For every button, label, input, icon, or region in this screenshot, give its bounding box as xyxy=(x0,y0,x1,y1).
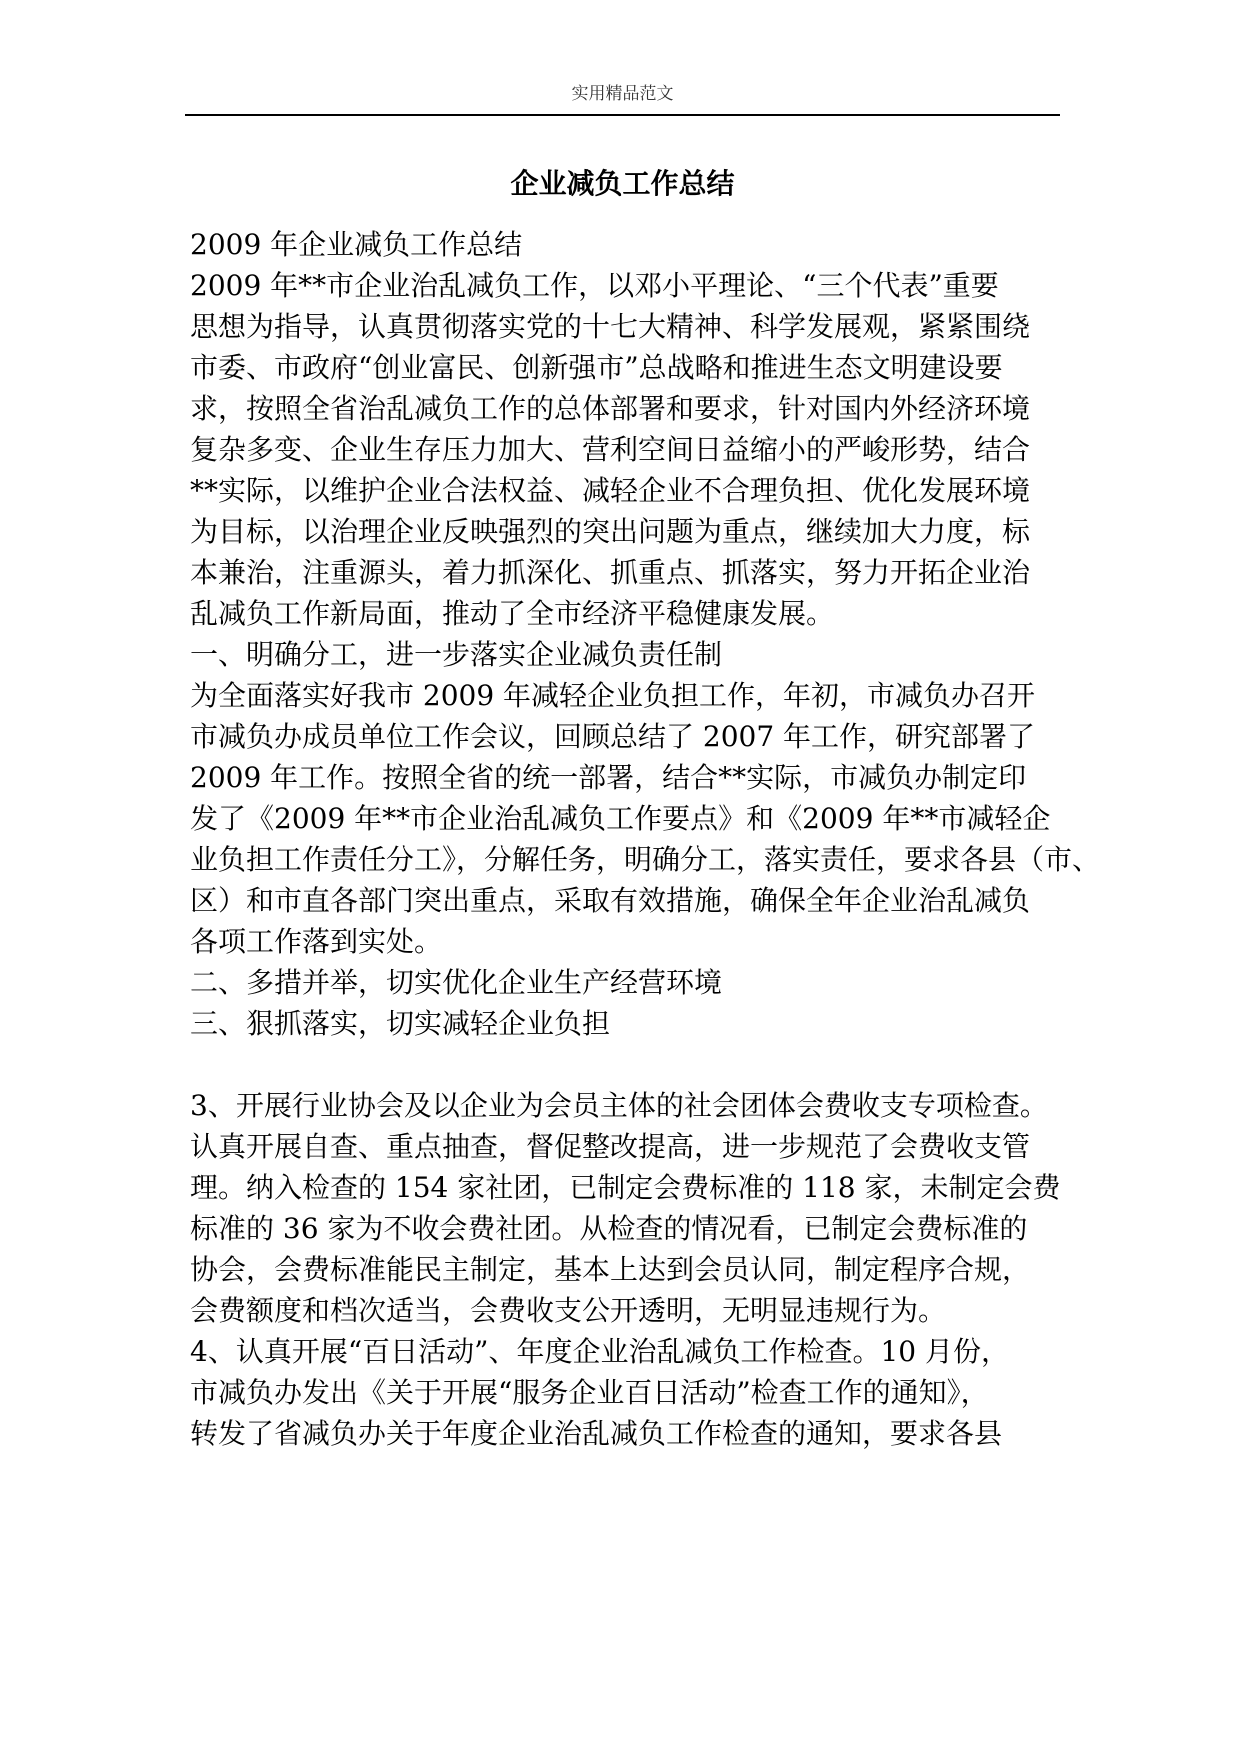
paragraph-gap xyxy=(190,1044,1070,1085)
body-line: 发了《2009 年**市企业治乱减负工作要点》和《2009 年**市减轻企 xyxy=(190,802,1051,835)
body-line: 2009 年工作。按照全省的统一部署，结合**实际，市减负办制定印 xyxy=(190,761,1027,794)
body-line: 复杂多变、企业生存压力加大、营利空间日益缩小的严峻形势，结合 xyxy=(190,433,1031,466)
section-heading: 二、多措并举，切实优化企业生产经营环境 xyxy=(190,966,723,999)
body-line: 转发了省减负办关于年度企业治乱减负工作检查的通知，要求各县 xyxy=(190,1417,1003,1450)
body-line: 本兼治，注重源头，着力抓深化、抓重点、抓落实，努力开拓企业治 xyxy=(190,556,1031,589)
body-line: 为全面落实好我市 2009 年减轻企业负担工作，年初，市减负办召开 xyxy=(190,679,1036,712)
body-line: 各项工作落到实处。 xyxy=(190,925,443,958)
body-line: 业负担工作责任分工》，分解任务，明确分工，落实责任，要求各县（市、 xyxy=(190,843,1101,876)
body-line: 市减负办发出《关于开展“服务企业百日活动”检查工作的通知》， xyxy=(190,1376,989,1409)
body-line: 2009 年**市企业治乱减负工作，以邓小平理论、“三个代表”重要 xyxy=(190,269,999,302)
body-line: 市委、市政府“创业富民、创新强市”总战略和推进生态文明建设要 xyxy=(190,351,1003,384)
body-line: 4、认真开展“百日活动”、年度企业治乱减负工作检查。10 月份， xyxy=(190,1335,1009,1368)
page-header-label: 实用精品范文 xyxy=(571,84,674,104)
body-line: 求，按照全省治乱减负工作的总体部署和要求，针对国内外经济环境 xyxy=(190,392,1031,425)
document-title: 企业减负工作总结 xyxy=(510,167,735,200)
body-line: 3、开展行业协会及以企业为会员主体的社会团体会费收支专项检查。 xyxy=(190,1089,1048,1122)
body-line: 为目标，以治理企业反映强烈的突出问题为重点，继续加大力度，标 xyxy=(190,515,1031,548)
body-line: 思想为指导，认真贯彻落实党的十七大精神、科学发展观，紧紧围绕 xyxy=(190,310,1031,343)
body-line: 区）和市直各部门突出重点，采取有效措施，确保全年企业治乱减负 xyxy=(190,884,1031,917)
body-line: 认真开展自查、重点抽查，督促整改提高，进一步规范了会费收支管 xyxy=(190,1130,1031,1163)
body-line: 会费额度和档次适当，会费收支公开透明，无明显违规行为。 xyxy=(190,1294,947,1327)
document-body xyxy=(190,224,1101,1454)
body-line: 市减负办成员单位工作会议，回顾总结了 2007 年工作，研究部署了 xyxy=(190,720,1036,753)
body-line: 乱减负工作新局面，推动了全市经济平稳健康发展。 xyxy=(190,597,835,630)
body-line: 标准的 36 家为不收会费社团。从检查的情况看，已制定会费标准的 xyxy=(190,1212,1028,1245)
body-line: **实际，以维护企业合法权益、减轻企业不合理负担、优化发展环境 xyxy=(190,474,1031,507)
body-line: 理。纳入检查的 154 家社团，已制定会费标准的 118 家，未制定会费 xyxy=(190,1171,1061,1204)
body-line: 2009 年企业减负工作总结 xyxy=(190,228,523,261)
header-rule xyxy=(185,114,1060,116)
body-line: 协会，会费标准能民主制定，基本上达到会员认同，制定程序合规， xyxy=(190,1253,1031,1286)
section-heading: 三、狠抓落实，切实减轻企业负担 xyxy=(190,1007,611,1040)
section-heading: 一、明确分工，进一步落实企业减负责任制 xyxy=(190,638,723,671)
